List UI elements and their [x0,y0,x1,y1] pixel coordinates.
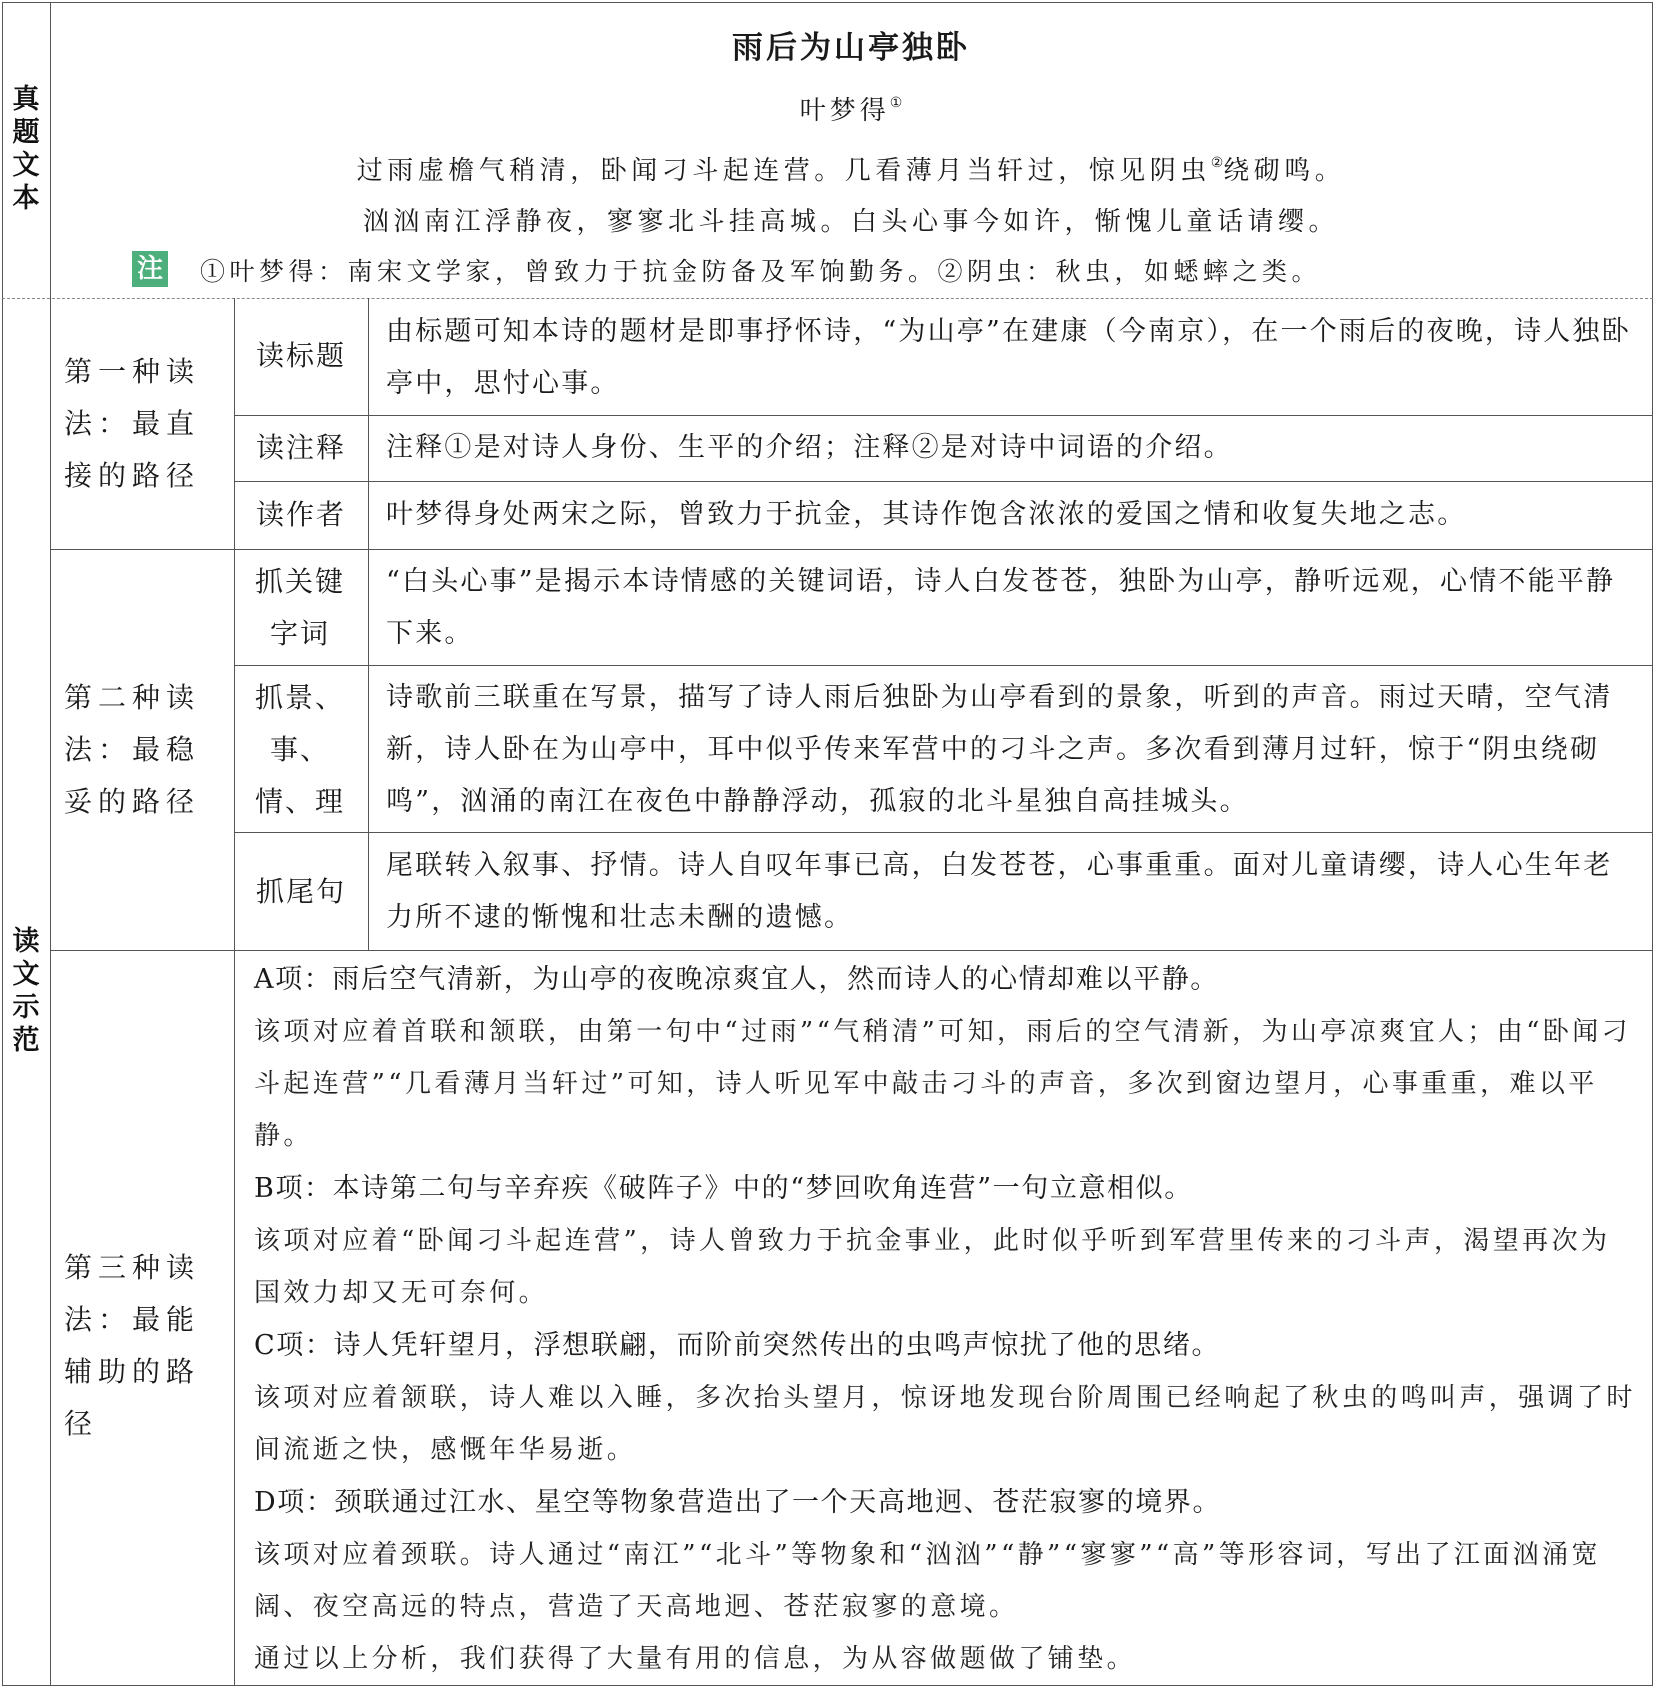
method-2-sub-scene: 抓景、事、情、理 [254,681,345,818]
footnote-mark: ② [1210,155,1224,171]
option-c-explanation: 该项对应着颔联，诗人难以入睡，多次抬头望月，惊讶地发现台阶周围已经响起了秋虫的鸣叫声，强调了时间流逝之快，感慨年华易逝。 [254,1383,1636,1465]
row-divider [234,481,1653,482]
method-1-sub-title: 读标题 [255,339,346,372]
poem-title: 雨后为山亭独卧 [732,30,970,66]
poem-author: 叶梦得① [799,95,903,126]
sub-column-divider [368,298,369,950]
summary-text: 通过以上分析，我们获得了大量有用的信息，为从容做题做了铺垫。 [254,1644,1137,1674]
option-d-explanation: 该项对应着颈联。诗人通过“南江”“北斗”等物象和“汹汹”“静”“寥寥”“高”等形容词，写出了江面汹涌宽阔、夜空高远的特点，营造了天高地迥、苍茫寂寥的意境。 [254,1540,1601,1622]
row-divider [234,832,1653,833]
label-char: 题 [12,117,40,148]
option-a: A项：雨后空气清新，为山亭的夜晚凉爽宜人，然而诗人的心情却难以平静。 [254,964,1219,995]
poem-notes: ①叶梦得：南宋文学家，曾致力于抗金防备及军饷勤务。②阴虫：秋虫，如蟋蟀之类。 [200,257,1322,286]
label-char: 真 [12,84,40,115]
label-char: 本 [12,183,40,214]
method-divider [50,950,1653,951]
label-char: 文 [12,150,40,181]
method-column-divider [234,298,235,1686]
footnote-mark: ① [889,95,903,111]
option-a-explanation: 该项对应着首联和颔联，由第一句中“过雨”“气稍清”可知，雨后的空气清新，为山亭凉爽宜人；由“卧闻刁斗起连营”“几看薄月当轩过”可知，诗人听见军中敲击刁斗的声音，多次到窗边望月，心事重重，难以平静。 [254,1017,1632,1151]
method-1-author-text: 叶梦得身处两宋之际，曾致力于抗金，其诗作饱含浓浓的爱国之情和收复失地之志。 [386,499,1467,530]
section-divider [2,298,1653,299]
method-1-title-text: 由标题可知本诗的题材是即事抒怀诗，“为山亭”在建康（今南京），在一个雨后的夜晚，诗人独卧亭中，思忖心事。 [386,316,1631,399]
row-divider [234,415,1653,416]
poem-line-1: 过雨虚檐气稍清，卧闻刁斗起连营。几看薄月当轩过，惊见阴虫②绕砌鸣。 [356,155,1346,186]
method-2-name: 第二种读法：最稳妥的路径 [64,681,201,818]
method-2-scene-text: 诗歌前三联重在写景，描写了诗人雨后独卧为山亭看到的景象，听到的声音。雨过天晴，空气清新，诗人卧在为山亭中，耳中似乎传来军营中的刁斗之声。多次看到薄月过轩，惊于“阴虫绕砌鸣”，汹涌的南江在夜色中静静浮动，孤寂的北斗星独自高挂城头。 [386,682,1613,817]
method-2-sub-keywords: 抓关键字词 [254,565,345,650]
note-badge: 注 [132,251,168,287]
method-divider [50,549,1653,550]
method-2-keywords-text: “白头心事”是揭示本诗情感的关键词语，诗人白发苍苍，独卧为山亭，静听远观，心情不能平静下来。 [386,566,1616,649]
poem-line-2: 汹汹南江浮静夜，寥寥北斗挂高城。白头心事今如许，惭愧儿童话请缨。 [362,207,1339,237]
label-column-divider [50,2,51,1686]
section-label-poem [6,83,46,215]
option-b-explanation: 该项对应着“卧闻刁斗起连营”，诗人曾致力于抗金事业，此时似乎听到军营里传来的刁斗声，渴望再次为国效力却又无可奈何。 [254,1226,1611,1308]
option-b: B项：本诗第二句与辛弃疾《破阵子》中的“梦回吹角连营”一句立意相似。 [254,1173,1193,1204]
row-divider [234,665,1653,666]
method-1-notes-text: 注释①是对诗人身份、生平的介绍；注释②是对诗中词语的介绍。 [386,432,1233,463]
section-label-reading [6,925,46,1057]
label-char: 示 [12,992,40,1023]
method-2-sub-ending: 抓尾句 [255,875,346,908]
option-d: D项：颈联通过江水、星空等物象营造出了一个天高地迥、苍茫寂寥的境界。 [254,1487,1222,1518]
method-1-sub-author: 读作者 [255,498,346,531]
method-3-name: 第三种读法：最能辅助的路径 [64,1251,201,1440]
label-char: 范 [12,1025,40,1056]
option-c: C项：诗人凭轩望月，浮想联翩，而阶前突然传出的虫鸣声惊扰了他的思绪。 [254,1330,1221,1361]
method-1-sub-notes: 读注释 [255,431,346,464]
label-char: 读 [12,926,40,957]
label-char: 文 [12,959,40,990]
method-2-ending-text: 尾联转入叙事、抒情。诗人自叹年事已高，白发苍苍，心事重重。面对儿童请缨，诗人心生年老力所不逮的惭愧和壮志未酬的遗憾。 [386,850,1613,933]
method-1-name: 第一种读法：最直接的路径 [64,355,201,492]
